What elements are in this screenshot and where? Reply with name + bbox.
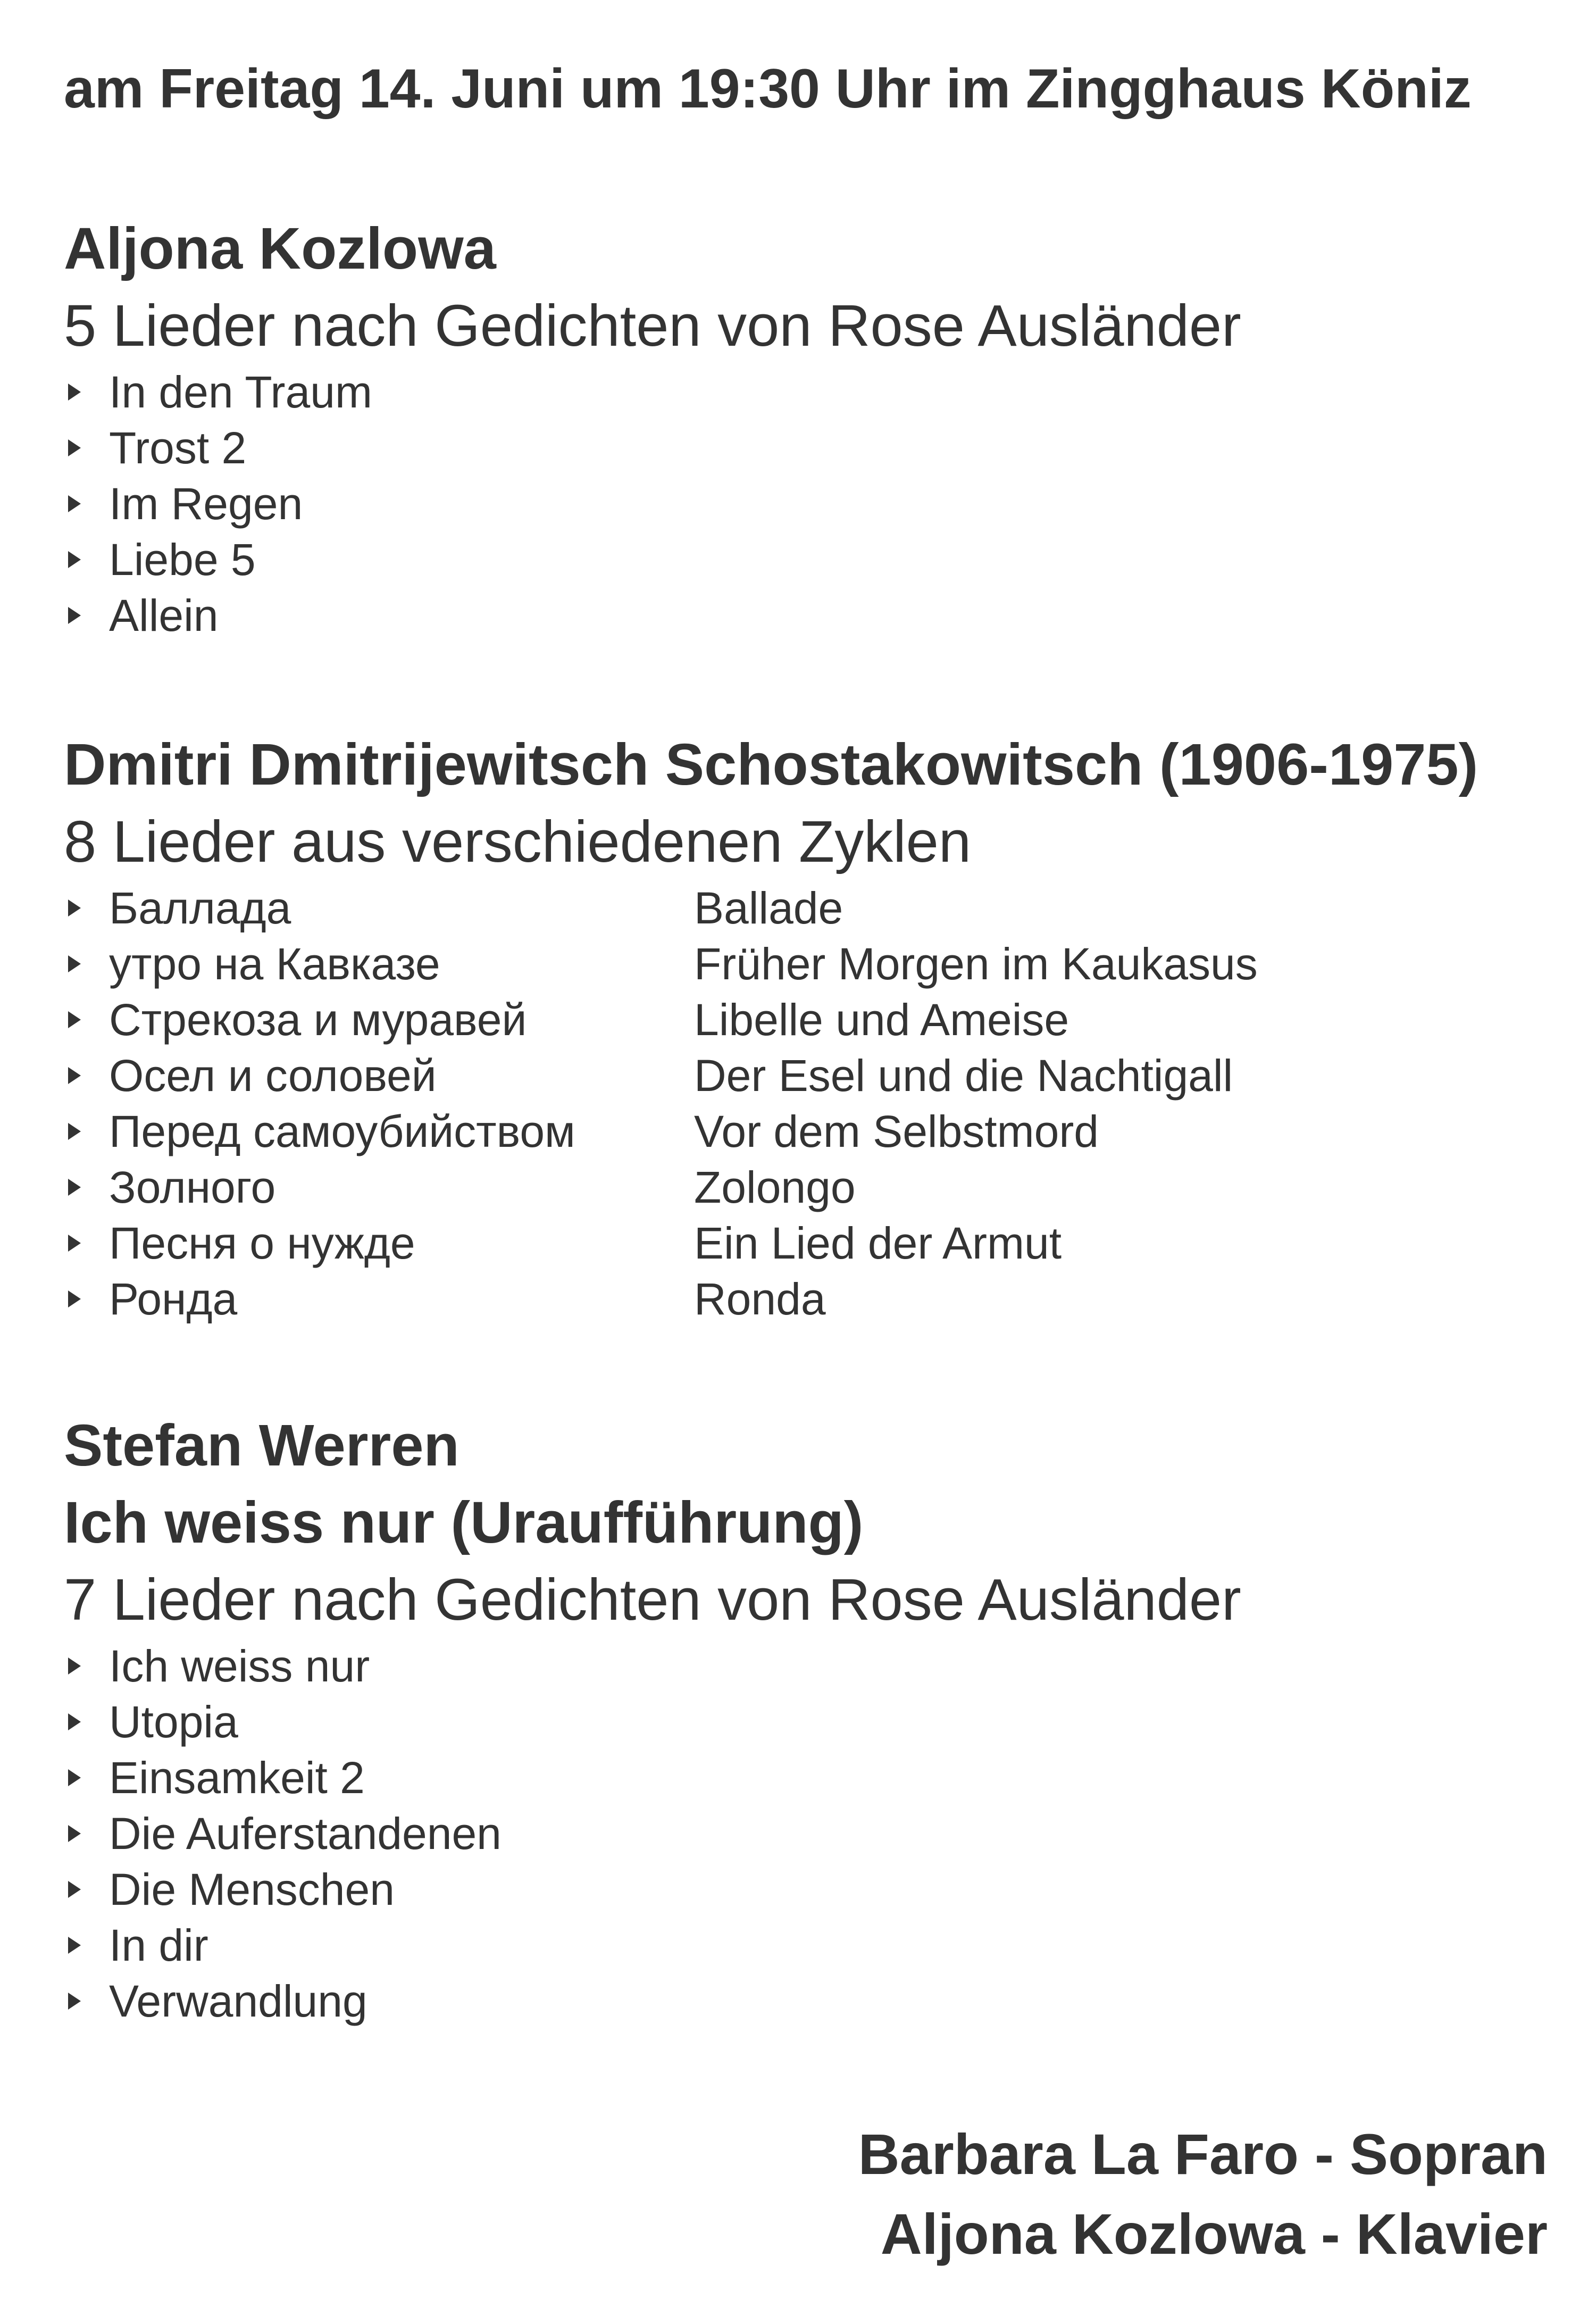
bullet-triangle-icon bbox=[68, 384, 81, 401]
performer-soprano: Barbara La Faro - Sopran bbox=[858, 2122, 1548, 2186]
work-subtitle: 8 Lieder aus verschiedenen Zyklen bbox=[64, 809, 972, 874]
song-title: In dir bbox=[109, 1920, 208, 1970]
song-title-russian: утро на Кавказе bbox=[109, 939, 440, 989]
bullet-triangle-icon bbox=[68, 1993, 81, 2010]
work-title: Ich weiss nur (Uraufführung) bbox=[64, 1490, 864, 1555]
song-title-russian: Золного bbox=[109, 1162, 276, 1212]
song-title-german: Früher Morgen im Kaukasus bbox=[694, 939, 1258, 989]
song-title-russian: Ронда bbox=[109, 1274, 238, 1324]
song-title-german: Libelle und Ameise bbox=[694, 995, 1069, 1045]
song-title-german: Ein Lied der Armut bbox=[694, 1218, 1062, 1268]
song-title-german: Der Esel und die Nachtigall bbox=[694, 1051, 1233, 1101]
list-item bbox=[64, 1694, 1548, 1750]
song-title-german: Vor dem Selbstmord bbox=[694, 1106, 1099, 1156]
song-title-russian: Осел и соловей bbox=[109, 1051, 437, 1101]
composer-name: Stefan Werren bbox=[64, 1413, 459, 1478]
event-date-location: am Freitag 14. Juni um 19:30 Uhr im Zingghaus Köniz bbox=[64, 58, 1472, 120]
program-page bbox=[64, 0, 1548, 2324]
bullet-triangle-icon bbox=[68, 955, 81, 972]
song-title: Liebe 5 bbox=[109, 535, 256, 585]
section-kozlowa bbox=[64, 210, 1548, 644]
bullet-triangle-icon bbox=[68, 1769, 81, 1786]
list-item bbox=[64, 992, 1548, 1048]
song-title-german: Ballade bbox=[694, 883, 843, 933]
work-subtitle: 7 Lieder nach Gedichten von Rose Ausländer bbox=[64, 1567, 1241, 1632]
bullet-triangle-icon bbox=[68, 551, 81, 568]
bullet-triangle-icon bbox=[68, 1713, 81, 1730]
list-item bbox=[64, 1973, 1548, 2029]
bullet-triangle-icon bbox=[68, 1825, 81, 1842]
song-title-russian: Перед самоубийством bbox=[109, 1106, 575, 1156]
list-item bbox=[64, 1271, 1548, 1327]
song-title: Utopia bbox=[109, 1697, 238, 1747]
list-item bbox=[64, 1806, 1548, 1862]
song-title: Trost 2 bbox=[109, 423, 247, 473]
performers-block bbox=[858, 2114, 1548, 2274]
song-title-german: Zolongo bbox=[694, 1162, 856, 1212]
song-title: Verwandlung bbox=[109, 1976, 367, 2026]
bullet-triangle-icon bbox=[68, 607, 81, 624]
bullet-triangle-icon bbox=[68, 1937, 81, 1954]
list-item bbox=[64, 588, 1548, 644]
list-item bbox=[64, 364, 1548, 420]
list-item bbox=[64, 1918, 1548, 1973]
performer-piano: Aljona Kozlowa - Klavier bbox=[880, 2202, 1548, 2266]
list-item bbox=[64, 880, 1548, 936]
section-werren bbox=[64, 1407, 1548, 2029]
bullet-triangle-icon bbox=[68, 1235, 81, 1252]
list-item bbox=[64, 420, 1548, 476]
bullet-triangle-icon bbox=[68, 1067, 81, 1084]
song-title-russian: Песня о нужде bbox=[109, 1218, 415, 1268]
song-list bbox=[64, 1638, 1548, 2029]
section-schostakowitsch bbox=[64, 726, 1548, 1327]
song-title-russian: Баллада bbox=[109, 883, 291, 933]
song-title: In den Traum bbox=[109, 367, 372, 417]
bullet-triangle-icon bbox=[68, 495, 81, 512]
bullet-triangle-icon bbox=[68, 1123, 81, 1140]
list-item bbox=[64, 936, 1548, 992]
composer-name: Dmitri Dmitrijewitsch Schostakowitsch (1906-1975) bbox=[64, 732, 1478, 797]
song-title: Die Menschen bbox=[109, 1864, 395, 1914]
bullet-triangle-icon bbox=[68, 1290, 81, 1307]
list-item bbox=[64, 1862, 1548, 1918]
song-title-russian: Стрекоза и муравей bbox=[109, 995, 527, 1045]
bullet-triangle-icon bbox=[68, 1011, 81, 1028]
song-title: Im Regen bbox=[109, 479, 303, 529]
list-item bbox=[64, 1104, 1548, 1160]
list-item bbox=[64, 1160, 1548, 1215]
work-subtitle: 5 Lieder nach Gedichten von Rose Ausländer bbox=[64, 293, 1241, 359]
song-title: Einsamkeit 2 bbox=[109, 1753, 365, 1803]
list-item bbox=[64, 532, 1548, 588]
list-item bbox=[64, 1750, 1548, 1806]
song-title: Die Auferstandenen bbox=[109, 1809, 502, 1859]
list-item bbox=[64, 476, 1548, 532]
song-list bbox=[64, 364, 1548, 644]
bullet-triangle-icon bbox=[68, 439, 81, 456]
song-title: Ich weiss nur bbox=[109, 1641, 370, 1691]
list-item bbox=[64, 1638, 1548, 1694]
list-item bbox=[64, 1215, 1548, 1271]
bullet-triangle-icon bbox=[68, 1179, 81, 1196]
song-title: Allein bbox=[109, 590, 219, 640]
song-list bbox=[64, 880, 1548, 1327]
bullet-triangle-icon bbox=[68, 1657, 81, 1675]
bullet-triangle-icon bbox=[68, 899, 81, 917]
bullet-triangle-icon bbox=[68, 1881, 81, 1898]
song-title-german: Ronda bbox=[694, 1274, 826, 1324]
list-item bbox=[64, 1048, 1548, 1104]
composer-name: Aljona Kozlowa bbox=[64, 216, 496, 281]
